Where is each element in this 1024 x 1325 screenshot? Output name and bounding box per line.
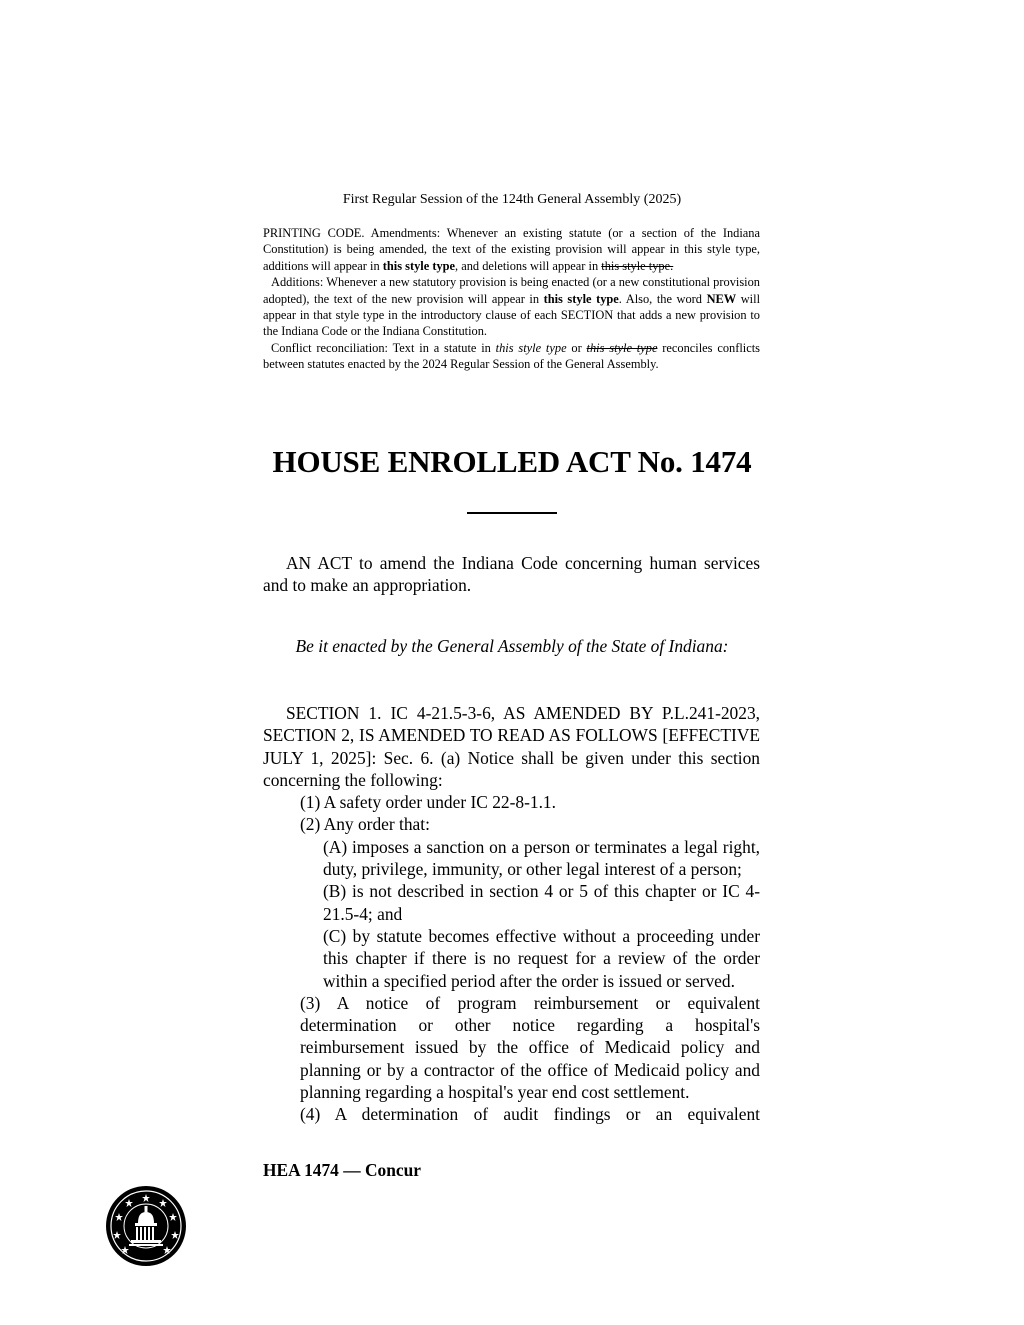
section-1 bbox=[263, 702, 760, 1126]
list-item: (A) imposes a sanction on a person or terminates a legal right, duty, privilege, immunity, or other legal interest of a person; bbox=[323, 836, 760, 880]
act-title: HOUSE ENROLLED ACT No. 1474 bbox=[272, 444, 752, 479]
list-item: (1) A safety order under IC 22-8-1.1. bbox=[300, 792, 556, 813]
session-header: First Regular Session of the 124th General Assembly (2025) bbox=[342, 192, 682, 207]
enacting-clause: Be it enacted by the General Assembly of the State of Indiana: bbox=[295, 636, 729, 656]
section-1-intro: SECTION 1. IC 4-21.5-3-6, AS AMENDED BY P.L.241-2023, SECTION 2, IS AMENDED TO READ AS FOLLOWS [EFFECTIVE JULY 1, 2025]: Sec. 6. (a) Notice shall be given under this section concerning the following: bbox=[263, 703, 760, 790]
list-item: (3) A notice of program reimbursement or equivalent determination or other notice regarding a hospital's reimbursement issued by the office of Medicaid policy and planning or by a contractor of the office of Medicaid policy and planning regarding a hospital's year end cost settlement. bbox=[300, 992, 760, 1103]
list-item: (2) Any order that: bbox=[300, 814, 430, 835]
indiana-state-seal-icon bbox=[105, 1185, 187, 1267]
list-item: (C) by statute becomes effective without a proceeding under this chapter if there is no request for a review of the order within a specified period after the order is issued or served. bbox=[323, 925, 760, 991]
printing-code-conflict: Conflict reconciliation: Text in a statute in this style type or this style type reconciles conflicts between statutes enacted by the 2024 Regular Session of the General Assembly. bbox=[263, 340, 760, 372]
printing-code-block bbox=[263, 225, 760, 373]
act-description: AN ACT to amend the Indiana Code concerning human services and to make an appropriation. bbox=[263, 553, 760, 596]
printing-code-amendments: PRINTING CODE. Amendments: Whenever an existing statute (or a section of the Indiana Constitution) is being amended, the text of the existing provision will appear in this style type, additions will appear in this style type, and deletions will appear in this style type. bbox=[263, 226, 760, 273]
printing-code-additions: Additions: Whenever a new statutory provision is being enacted (or a new constitutional provision adopted), the text of the new provision will appear in this style type. Also, the word NEW will appear in that style type in the introductory clause of each SECTION that adds a new provision to the Indiana Code or the Indiana Constitution. bbox=[263, 275, 761, 339]
title-divider bbox=[467, 512, 557, 514]
list-item: (B) is not described in section 4 or 5 of this chapter or IC 4-21.5-4; and bbox=[323, 881, 760, 924]
list-item: (4) A determination of audit findings or an equivalent bbox=[300, 1104, 760, 1125]
footer-label: HEA 1474 — Concur bbox=[263, 1160, 421, 1180]
